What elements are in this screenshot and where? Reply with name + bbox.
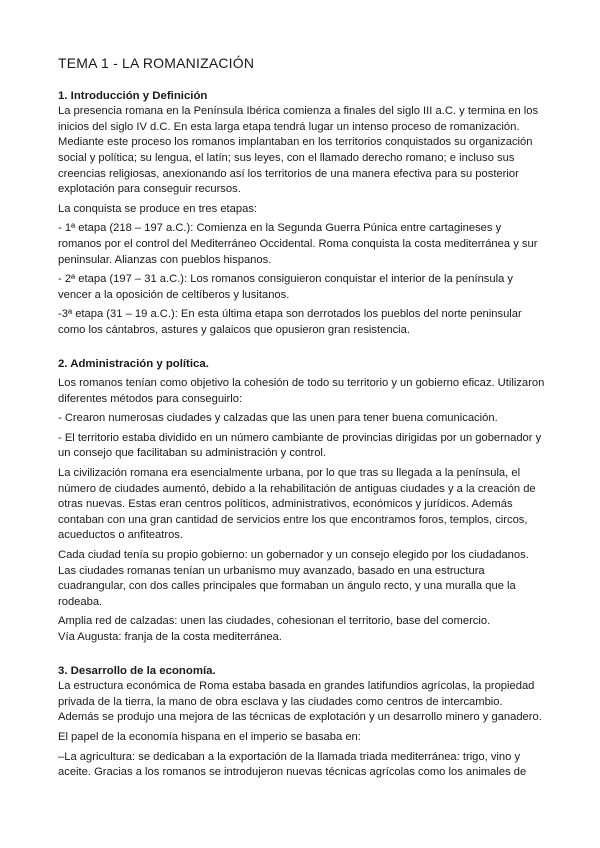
document-title: TEMA 1 - LA ROMANIZACIÓN — [58, 55, 255, 71]
paragraph: –La agricultura: se dedicaban a la exportación de la llamada triada mediterránea: trigo, vino y aceite. Gracias a los romanos se introdujeron nuevas técnicas agrícolas como los animales de — [58, 750, 527, 779]
paragraph: Los romanos tenían como objetivo la cohesión de todo su territorio y un gobierno eficaz. Utilizaron diferentes métodos para conseguirlo: — [58, 377, 545, 405]
section-gap — [58, 650, 546, 664]
paragraph: - 1ª etapa (218 – 197 a.C.): Comienza en la Segunda Guerra Púnica entre cartagineses y romanos por el control del Mediterráneo Occidental. Roma conquista la costa mediterránea y sur peninsular. Alianzas con pueblos hispanos. — [58, 222, 538, 266]
paragraph: La civilización romana era esencialmente urbana, por lo que tras su llegada a la península, el número de ciudades aumentó, debido a la rehabilitación de antiguas ciudades y a la creación de otras nuevas. Estas eran centros políticos, administrativos, económicos y jurídicos. Además contaban con una gran cantidad de servicios entre los que encontramos foros, templos, circos, acueductos o anfiteatros. — [58, 467, 536, 542]
section-heading: 1. Introducción y Definición — [58, 89, 208, 102]
paragraph: -3ª etapa (31 – 19 a.C.): En esta última etapa son derrotados los pueblos del norte peninsular como los cántabros, astures y galaicos que opusieron gran resistencia. — [58, 308, 522, 336]
paragraph: La presencia romana en la Península Ibérica comienza a finales del siglo III a.C. y termina en los inicios del siglo IV d.C. En esta larga etapa tendrá lugar un intenso proceso de romanización. Mediante este proceso los romanos implantaban en los territorios conquistados su organización social y política; su lengua, el latín; sus leyes, con el llamado derecho romano; e incluso sus creencias religiosas, anexionando así los territorios de una manera efectiva para su posterior explotación para conseguir recursos. — [58, 105, 539, 196]
paragraph: Amplia red de calzadas: unen las ciudades, cohesionan el territorio, base del comercio. — [58, 615, 491, 628]
paragraph: El papel de la economía hispana en el imperio se basaba en: — [58, 730, 361, 743]
section-introduction — [58, 89, 546, 339]
paragraph: La estructura económica de Roma estaba basada en grandes latifundios agrícolas, la propiedad privada de la tierra, la mano de obra esclava y las ciudades como centros de intercambio. Además se produjo una mejora de las técnicas de explotación y un desarrollo minero y ganadero. — [58, 680, 542, 724]
paragraph: La conquista se produce en tres etapas: — [58, 202, 258, 215]
section-heading: 3. Desarrollo de la economía. — [58, 664, 216, 677]
paragraph: Cada ciudad tenía su propio gobierno: un gobernador y un consejo elegido por los ciudadanos. Las ciudades romanas tenían un urbanismo muy avanzado, basado en una estructura cuadrangular, con dos calles principales que formaban un ángulo recto, y una muralla que la rodeaba. — [58, 549, 529, 608]
paragraph: - Crearon numerosas ciudades y calzadas que las unen para tener buena comunicación. — [58, 412, 498, 425]
section-economy — [58, 664, 546, 781]
paragraph: - El territorio estaba dividido en un número cambiante de provincias dirigidas por un gobernador y un consejo que facilitaban su administración y control. — [58, 431, 542, 460]
paragraph: - 2ª etapa (197 – 31 a.C.): Los romanos consiguieron conquistar el interior de la península y vencer a la oposición de celtíberos y lusitanos. — [58, 273, 514, 301]
section-heading: 2. Administración y política. — [58, 357, 209, 370]
document-page — [58, 56, 546, 785]
paragraph: Vía Augusta: franja de la costa mediterránea. — [58, 631, 282, 643]
section-administration — [58, 357, 546, 646]
section-gap — [58, 343, 546, 357]
